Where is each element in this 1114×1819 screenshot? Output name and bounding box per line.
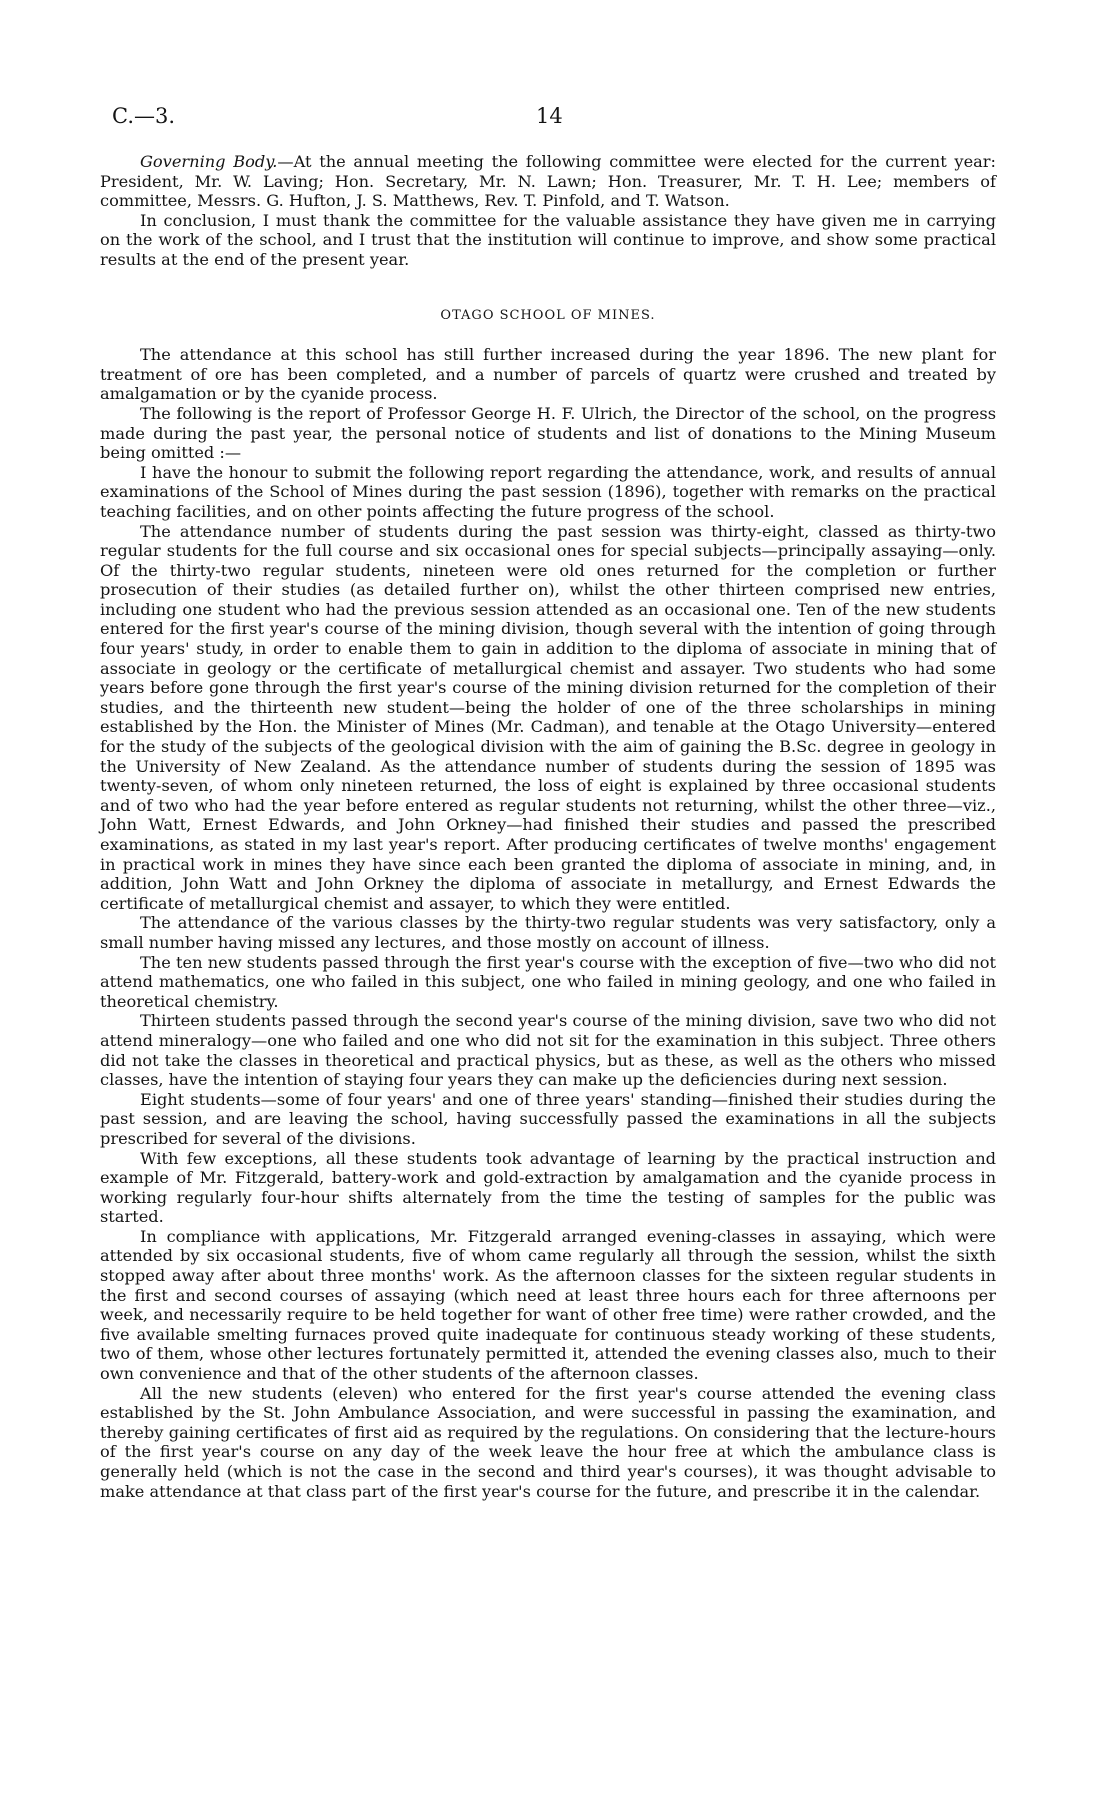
conclusion-paragraph: In conclusion, I must thank the committee for the valuable assistance they have given me in carrying on the work of the school, and I trust that the institution will continue to improve, and show some practical results at the end of the present year. xyxy=(100,210,996,269)
governing-body-paragraph xyxy=(100,152,996,211)
body-paragraph: All the new students (eleven) who entered for the first year's course attended the evening class established by the St. John Ambulance Association, and were successful in passing the examination, and thereby gaining certificates of first aid as required by the regulations. On considering that the lecture-hours of the first year's course on any day of the week leave the hour free at which the ambulance class is generally held (which is not the case in the second and third year's courses), it was thought advisable to make attendance at that class part of the first year's course for the future, and prescribe it in the calendar. xyxy=(100,1383,996,1501)
body-paragraph: With few exceptions, all these students took advantage of learning by the practical instruction and example of Mr. Fitzgerald, battery-work and gold-extraction by amalgamation and the cyanide process in working regularly four-hour shifts alternately from the time the testing of samples for the public was started. xyxy=(100,1148,996,1227)
body-paragraph: The attendance of the various classes by the thirty-two regular students was very satisfactory, only a small number having missed any lectures, and those mostly on account of illness. xyxy=(100,913,996,952)
section-heading: OTAGO SCHOOL OF MINES. xyxy=(440,307,656,323)
governing-body-text: —At the annual meeting the following committee were elected for the current year: President, Mr. W. Laving; Hon. Secretary, Mr. N. Lawn; Hon. Treasurer, Mr. T. H. Lee; members of committee, Messrs. G. Hufton, J. S. Matthews, Rev. T. Pinfold, and T. Watson. xyxy=(100,152,996,211)
body-paragraph: I have the honour to submit the following report regarding the attendance, work, and results of annual examinations of the School of Mines during the past session (1896), together with remarks on the practical teaching facilities, and on other points affecting the future progress of the school. xyxy=(100,462,996,521)
body-paragraph: The attendance number of students during the past session was thirty-eight, classed as thirty-two regular students for the full course and six occasional ones for special subjects—principally assaying—only. Of the thirty-two regular students, nineteen were old ones returned for the completion or further prosecution of their studies (as detailed further on), whilst the other thirteen comprised new entries, including one student who had the previous session attended as an occasional one. Ten of the new students entered for the first year's course of the mining division, though several with the intention of going through four years' study, in order to enable them to gain in addition to the diploma of associate in mining that of associate in geology or the certificate of metallurgical chemist and assayer. Two students who had some years before gone through the first year's course of the mining division returned for the completion of their studies, and the thirteenth new student—being the holder of one of the three scholarships in mining established by the Hon. the Minister of Mines (Mr. Cadman), and tenable at the Otago University—entered for the study of the subjects of the geological division with the aim of gaining the B.Sc. degree in geology in the University of New Zealand. As the attendance number of students during the session of 1895 was twenty-seven, of whom only nineteen returned, the loss of eight is explained by three occasional students and of two who had the year before entered as regular students not returning, whilst the other three—viz., John Watt, Ernest Edwards, and John Orkney—had finished their studies and passed the prescribed examinations, as stated in my last year's report. After producing certificates of twelve months' engagement in practical work in mines they have since each been granted the diploma of associate in mining, and, in addition, John Watt and John Orkney the diploma of associate in metallurgy, and Ernest Edwards the certificate of metallurgical chemist and assayer, to which they were entitled. xyxy=(100,521,996,913)
body-paragraph: The attendance at this school has still further increased during the year 1896. The new plant for treatment of ore has been completed, and a number of parcels of quartz were crushed and treated by amalgamation or by the cyanide process. xyxy=(100,345,996,404)
body-paragraph: In compliance with applications, Mr. Fitzgerald arranged evening-classes in assaying, which were attended by six occasional students, five of whom came regularly all through the session, whilst the sixth stopped away after about three months' work. As the afternoon classes for the sixteen regular students in the first and second courses of assaying (which need at least three hours each for three afternoons per week, and necessarily require to be held together for want of other free time) were rather crowded, and the five available smelting furnaces proved quite inadequate for continuous steady working of these students, two of them, whose other lectures fortunately permitted it, attended the evening classes also, much to their own convenience and that of the other students of the afternoon classes. xyxy=(100,1226,996,1384)
body-paragraph: Eight students—some of four years' and one of three years' standing—finished their studies during the past session, and are leaving the school, having successfully passed the examinations in all the subjects prescribed for several of the divisions. xyxy=(100,1089,996,1148)
page-body xyxy=(100,152,996,1501)
body-paragraph: Thirteen students passed through the second year's course of the mining division, save two who did not attend mineralogy—one who failed and one who did not sit for the examination in this subject. Three others did not take the classes in theoretical and practical physics, but as these, as well as the others who missed classes, have the intention of staying four years they can make up the deficiencies during next session. xyxy=(100,1011,996,1090)
body-paragraph: The ten new students passed through the first year's course with the exception of five—two who did not attend mathematics, one who failed in this subject, one who failed in mining geology, and one who failed in theoretical chemistry. xyxy=(100,952,996,1011)
document-code: C.—3. xyxy=(112,104,176,128)
body-paragraph: The following is the report of Professor George H. F. Ulrich, the Director of the school, on the progress made during the past year, the personal notice of students and list of donations to the Mining Museum being omitted :— xyxy=(100,403,996,463)
governing-body-label: Governing Body. xyxy=(140,152,278,171)
page-number: 14 xyxy=(536,104,563,128)
